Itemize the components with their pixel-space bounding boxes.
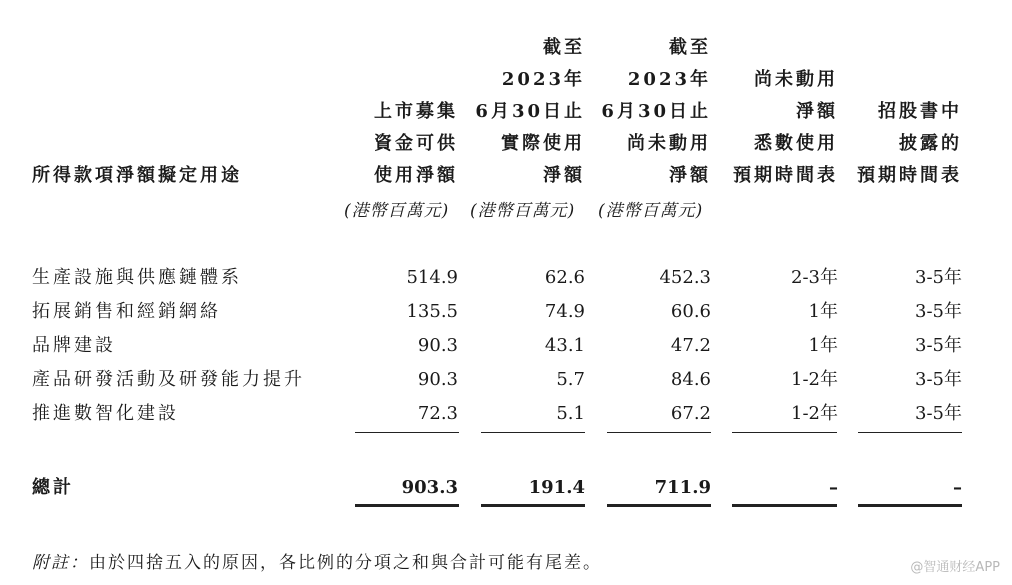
subtotal-rule-used <box>481 432 585 433</box>
subtotal-rule-timeline <box>732 432 837 433</box>
cell-prospectus: 3-5年 <box>915 267 962 288</box>
cell-timeline: 2-3年 <box>791 267 838 288</box>
cell-timeline: 1年 <box>808 335 838 356</box>
header-col-unused: 截至 2023年 6月30日止 尚未動用 淨額 <box>601 37 711 186</box>
footnote-prefix: 附註： <box>32 553 89 573</box>
table-row <box>0 364 1012 396</box>
cell-prospectus: 3-5年 <box>915 335 962 356</box>
total-label: 總計 <box>32 477 74 498</box>
cell-available: 135.5 <box>406 301 458 322</box>
header-col-available: 上市募集 資金可供 使用淨額 <box>374 101 458 186</box>
subtotal-rule-prospectus <box>858 432 962 433</box>
table-row <box>0 398 1012 430</box>
table-row <box>0 330 1012 362</box>
cell-unused: 60.6 <box>670 301 711 322</box>
cell-available: 90.3 <box>417 335 458 356</box>
cell-prospectus: 3-5年 <box>915 369 962 390</box>
cell-available: 90.3 <box>417 369 458 390</box>
cell-used: 62.6 <box>544 267 585 288</box>
cell-prospectus: 3-5年 <box>915 301 962 322</box>
subtotal-rule-unused <box>607 432 711 433</box>
total-row <box>0 472 1012 504</box>
cell-unused: 67.2 <box>670 403 711 424</box>
header-col-used: 截至 2023年 6月30日止 實際使用 淨額 <box>475 37 585 186</box>
cell-unused: 452.3 <box>659 267 711 288</box>
footnote-text: 由於四捨五入的原因，各比例的分項之和與合計可能有尾差。 <box>89 553 602 573</box>
total-available: 903.3 <box>401 477 458 498</box>
cell-timeline: 1-2年 <box>791 403 838 424</box>
cell-prospectus: 3-5年 <box>915 403 962 424</box>
cell-available: 514.9 <box>406 267 458 288</box>
total-rule-unused <box>607 504 711 507</box>
header-col-prospectus: 招股書中 披露的 預期時間表 <box>857 101 962 186</box>
table-row <box>0 296 1012 328</box>
row-label: 產品研發活動及研發能力提升 <box>32 369 305 390</box>
cell-available: 72.3 <box>417 403 458 424</box>
subtotal-rule-available <box>355 432 459 433</box>
header-purpose: 所得款項淨額擬定用途 <box>32 165 242 186</box>
total-rule-prospectus <box>858 504 962 507</box>
total-prospectus: – <box>953 477 962 498</box>
total-rule-timeline <box>732 504 837 507</box>
row-label: 推進數智化建設 <box>32 403 179 424</box>
row-label: 拓展銷售和經銷網絡 <box>32 301 221 322</box>
cell-timeline: 1年 <box>808 301 838 322</box>
cell-unused: 47.2 <box>670 335 711 356</box>
cell-used: 74.9 <box>544 301 585 322</box>
row-label: 生產設施與供應鏈體系 <box>32 267 242 288</box>
cell-used: 5.1 <box>556 403 585 424</box>
watermark: @智通财经APP <box>910 560 1000 575</box>
total-rule-available <box>355 504 459 507</box>
row-label: 品牌建設 <box>32 335 116 356</box>
header-col-timeline: 尚未動用 淨額 悉數使用 預期時間表 <box>733 69 838 186</box>
total-rule-used <box>481 504 585 507</box>
total-used: 191.4 <box>528 477 585 498</box>
unit-label-used: (港幣百萬元) <box>470 201 576 221</box>
cell-used: 5.7 <box>556 369 585 390</box>
total-unused: 711.9 <box>654 477 711 498</box>
total-timeline: – <box>829 477 838 498</box>
table-row <box>0 262 1012 294</box>
footnote <box>32 548 602 573</box>
cell-unused: 84.6 <box>670 369 711 390</box>
cell-used: 43.1 <box>544 335 585 356</box>
unit-label-available: (港幣百萬元) <box>344 201 450 221</box>
unit-label-unused: (港幣百萬元) <box>598 201 704 221</box>
cell-timeline: 1-2年 <box>791 369 838 390</box>
